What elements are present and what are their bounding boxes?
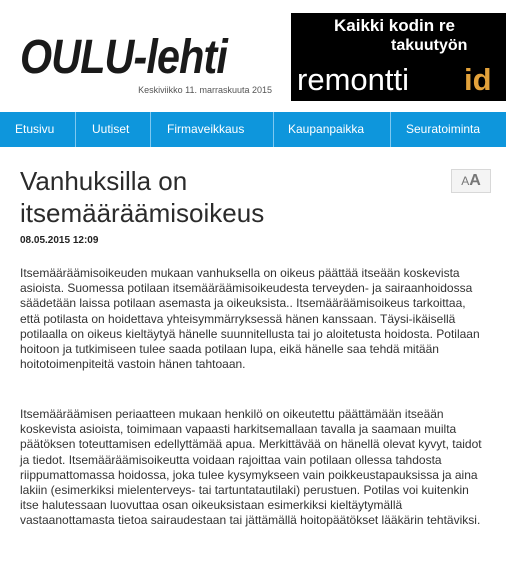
ad-headline: Kaikki kodin re bbox=[334, 16, 455, 35]
nav-item-uutiset[interactable]: Uutiset bbox=[92, 122, 130, 136]
article bbox=[0, 147, 506, 574]
header-date: Keskiviikko 11. marraskuuta 2015 bbox=[138, 85, 272, 95]
ad-subheadline: takuutyön bbox=[391, 37, 468, 54]
nav-item-etusivu[interactable]: Etusivu bbox=[15, 122, 55, 136]
article-date: 08.05.2015 12:09 bbox=[20, 235, 99, 246]
font-small-icon[interactable]: A bbox=[461, 174, 470, 188]
nav-separator bbox=[75, 112, 76, 147]
ad-brand-accent: id bbox=[464, 62, 492, 97]
article-paragraph: Itsemääräämisen periaatteen mukaan henkilö on oikeutettu päättämään itseään koskevista asioista, toimimaan vapaasti harkitsemallaan tavalla ja saamaan muilta päätöksen toteuttamisen edellyttämää apua. Merkittävää on hänellä olevat kyvyt, taidot ja tiedot. Itsemääräämisoikeutta voidaan rajoittaa vain potilaan ollessa tahdosta riippumattomassa hoidossa, joka tulee kysymykseen vain poikkeustapauksissa ja aina lakiin (esimerkiksi mielenterveys- tai tartuntatautilaki) perustuen. Potilas voi kuitenkin itse halutessaan luovuttaa osan oikeuksistaan esimerkiksi kieltäytymällä vastaanottamasta tietoa sairaudestaan tai jättämällä hoitopäätökset lääkärin tehtäviksi. bbox=[20, 407, 482, 528]
article-title: Vanhuksilla on itsemääräämisoikeus bbox=[20, 166, 265, 228]
font-large-icon[interactable]: A bbox=[469, 172, 481, 189]
ad-brand: remontti bbox=[297, 62, 409, 97]
ad-banner[interactable] bbox=[291, 13, 506, 101]
main-navigation bbox=[0, 112, 506, 147]
nav-separator bbox=[273, 112, 274, 147]
font-size-toggle[interactable] bbox=[451, 169, 491, 193]
nav-item-firmaveikkaus[interactable]: Firmaveikkaus bbox=[167, 122, 245, 136]
site-header bbox=[0, 0, 506, 112]
nav-item-kaupanpaikka[interactable]: Kaupanpaikka bbox=[288, 122, 365, 136]
article-paragraph: Itsemääräämisoikeuden mukaan vanhuksella on oikeus päättää itseään koskevista asioista. Suomessa potilaan itsemääräämisoikeudesta terveyden- ja sairaanhoidossa säädetään laissa potilaan asemasta ja oikeuksista.. Itsemääräämisoikeus tarkoittaa, että potilasta on hoidettava yhteisymmärryksessä hänen kanssaan. Täysi-ikäisellä potilaalla on oikeus kieltäytyä hänelle suunnitellusta tai jo aloitetusta hoidosta. Potilaan hoitoon ja tutkimiseen tulee saada potilaan lupa, eikä hänelle saa tehdä mitään hoitotoimenpiteitä vastoin hänen tahtoaan. bbox=[20, 266, 480, 372]
nav-separator bbox=[390, 112, 391, 147]
site-logo[interactable]: OULU-lehti bbox=[20, 31, 227, 84]
nav-separator bbox=[150, 112, 151, 147]
nav-item-seuratoiminta[interactable]: Seuratoiminta bbox=[406, 122, 481, 136]
